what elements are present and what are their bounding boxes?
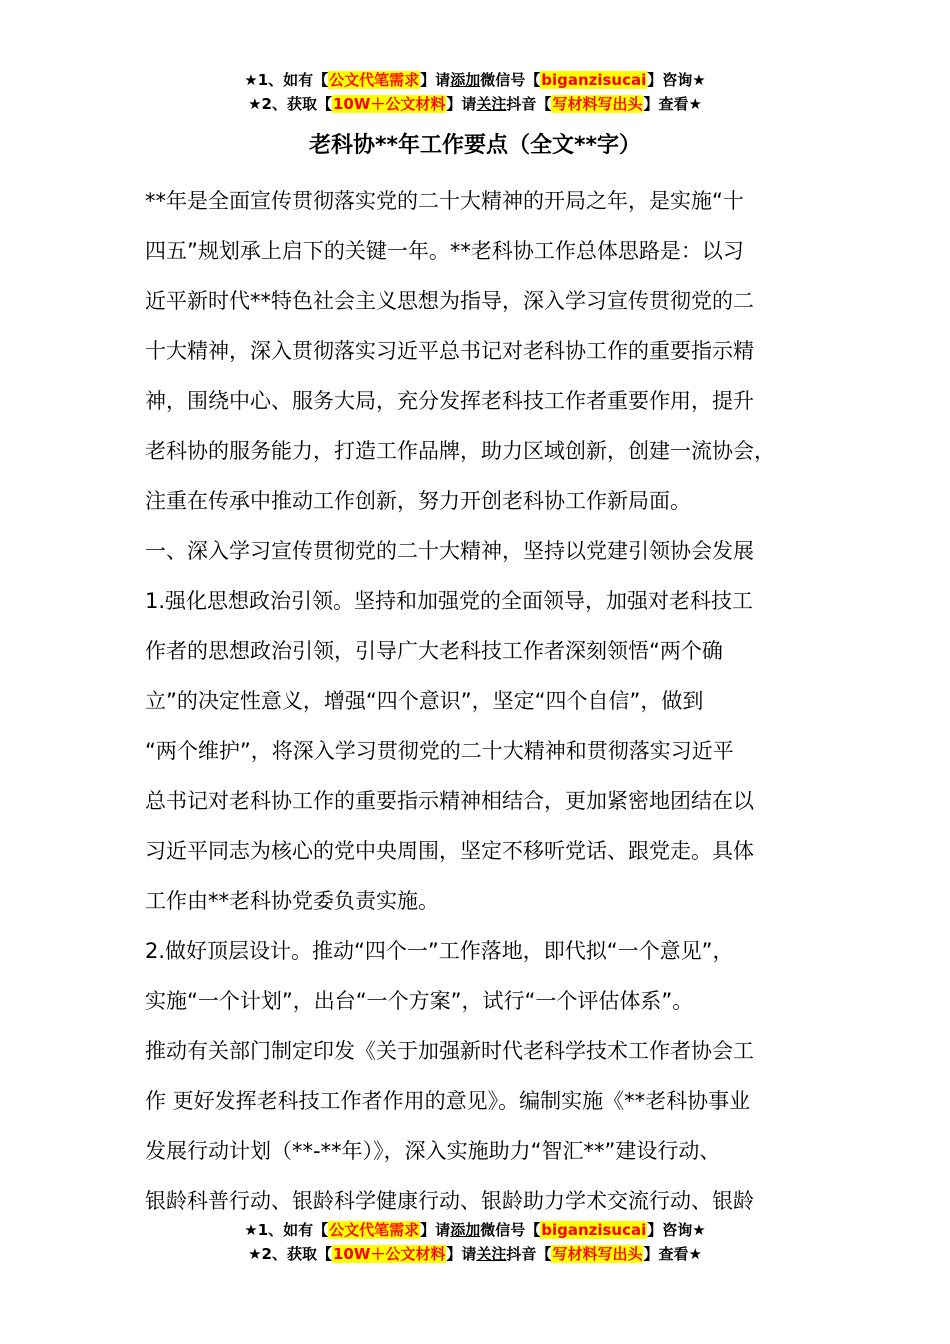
banner-highlight: 公文代笔需求 [329, 1221, 420, 1239]
banner-underline: 关注 [476, 1245, 507, 1263]
text-line: 近平新时代**特色社会主义思想为指导，深入学习宣传贯彻党的二 [145, 289, 754, 313]
banner-text: 微信号【 [480, 71, 541, 89]
text-line: 立”的决定性意义，增强“四个意识”，坚定“四个自信”，做到 [145, 689, 704, 713]
footer-banner [0, 1218, 950, 1266]
banner-text: 】请 [446, 1245, 477, 1263]
text-line: 十大精神，深入贯彻落实习近平总书记对老科协工作的重要指示精 [145, 339, 754, 363]
text-line: 1.强化思想政治引领。坚持和加强党的全面领导，加强对老科技工 [145, 589, 754, 613]
text-line: 四五”规划承上启下的关键一年。**老科协工作总体思路是：以习 [145, 239, 744, 263]
text-line: 一、深入学习宣传贯彻党的二十大精神，坚持以党建引领协会发展 [145, 539, 754, 563]
header-banner [0, 68, 950, 116]
banner-text: 】查看★ [643, 95, 702, 113]
banner-text: 】咨询★ [647, 71, 706, 89]
banner-text: ★2、获取【 [248, 1245, 332, 1263]
text-line: 作者的思想政治引领，引导广大老科技工作者深刻领悟“两个确 [145, 639, 723, 663]
banner-text: 】咨询★ [647, 1221, 706, 1239]
banner-text: 】请 [420, 1221, 451, 1239]
banner-text: 抖音【 [506, 95, 552, 113]
text-line: 实施“一个计划”，出台“一个方案”，试行“一个评估体系”。 [145, 989, 694, 1013]
text-line: 老科协的服务能力，打造工作品牌，助力区域创新，创建一流协会， [145, 439, 775, 463]
banner-underline: 添加 [450, 71, 481, 89]
banner-text: ★2、获取【 [248, 95, 332, 113]
text-line: 作 更好发挥老科技工作者作用的意见》。编制实施《**老科协事业 [145, 1089, 751, 1113]
text-line: 神，围绕中心、服务大局，充分发挥老科技工作者重要作用，提升 [145, 389, 754, 413]
banner-text: 微信号【 [480, 1221, 541, 1239]
document-title: 老科协**年工作要点（全文**字） [308, 133, 642, 158]
banner-text: 抖音【 [506, 1245, 552, 1263]
text-line: 习近平同志为核心的党中央周围，坚定不移听党话、跟党走。具体 [145, 839, 754, 863]
banner-highlight: biganzisucai [541, 1221, 647, 1239]
banner-text: 】请 [420, 71, 451, 89]
text-line: **年是全面宣传贯彻落实党的二十大精神的开局之年，是实施“十 [145, 189, 744, 213]
banner-line-2 [0, 92, 950, 116]
text-line: 2.做好顶层设计。推动“四个一”工作落地，即代拟“一个意见”， [145, 939, 734, 963]
banner-line-1 [0, 1218, 950, 1242]
banner-highlight: 10W＋公文材料 [332, 95, 446, 113]
banner-text: ★1、如有【 [244, 1221, 329, 1239]
banner-underline: 关注 [476, 95, 507, 113]
banner-highlight: 写材料写出头 [552, 95, 643, 113]
banner-line-2 [0, 1242, 950, 1266]
text-line: 银龄科普行动、银龄科学健康行动、银龄助力学术交流行动、银龄 [145, 1189, 754, 1213]
banner-highlight: 公文代笔需求 [329, 71, 420, 89]
text-line: 推动有关部门制定印发《关于加强新时代老科学技术工作者协会工 [145, 1039, 754, 1063]
banner-line-1 [0, 68, 950, 92]
text-line: 发展行动计划（**-**年）》，深入实施助力“智汇**”建设行动、 [145, 1139, 721, 1163]
banner-text: 】请 [446, 95, 477, 113]
banner-highlight: 10W＋公文材料 [332, 1245, 446, 1263]
banner-text: ★1、如有【 [244, 71, 329, 89]
text-line: “两个维护”，将深入学习贯彻党的二十大精神和贯彻落实习近平 [145, 739, 734, 763]
text-line: 总书记对老科协工作的重要指示精神相结合，更加紧密地团结在以 [145, 789, 754, 813]
banner-highlight: 写材料写出头 [552, 1245, 643, 1263]
banner-highlight: biganzisucai [541, 71, 647, 89]
banner-underline: 添加 [450, 1221, 481, 1239]
document-body [145, 176, 830, 1226]
text-line: 工作由**老科协党委负责实施。 [145, 889, 439, 913]
banner-text: 】查看★ [643, 1245, 702, 1263]
text-line: 注重在传承中推动工作创新，努力开创老科协工作新局面。 [145, 489, 691, 513]
